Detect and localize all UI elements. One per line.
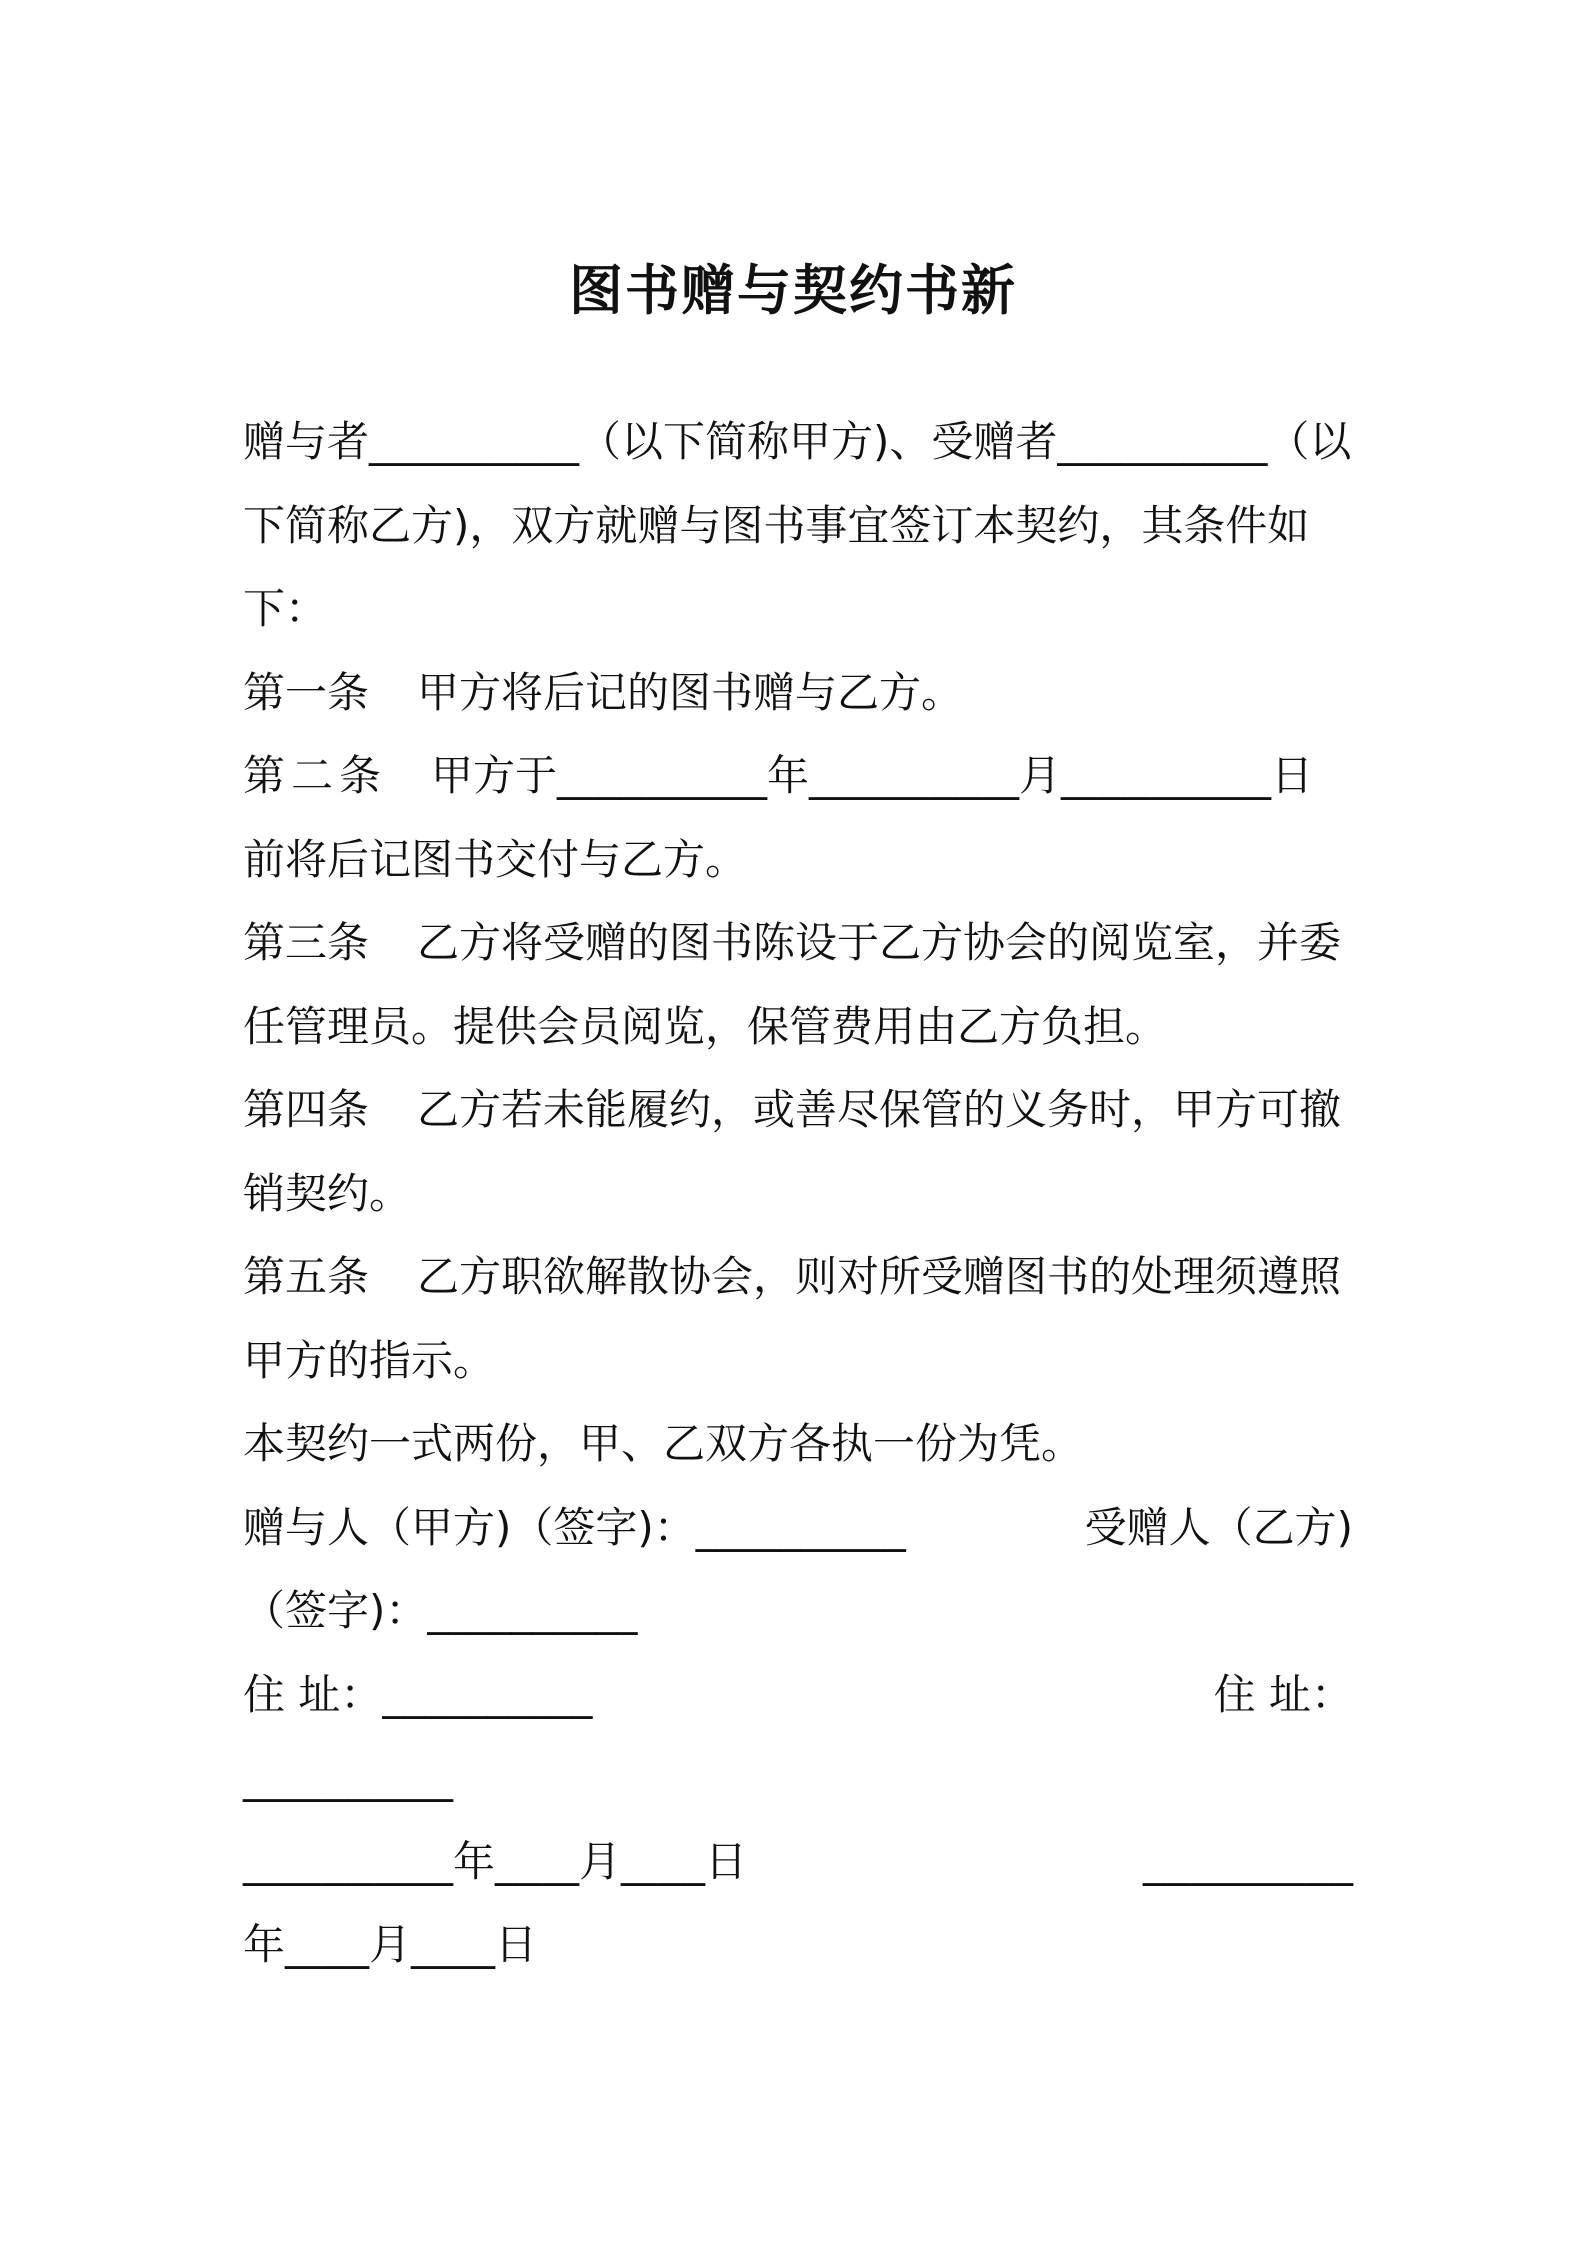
article-4-text-b: 销契约。 xyxy=(243,1168,412,1218)
article-3-text-a: 乙方将受赠的图书陈设于乙方协会的阅览室，并委 xyxy=(417,918,1342,967)
article-2-line-1 xyxy=(243,734,1353,818)
article-2-text-b: 前将后记图书交付与乙方。 xyxy=(243,834,748,884)
intro-line-1 xyxy=(243,400,1353,484)
article-5-line-1 xyxy=(243,1235,1353,1319)
donor-signature: 赠与人（甲方)（签字)：__________ xyxy=(243,1502,906,1552)
article-1-label: 第一条 xyxy=(243,667,370,717)
article-4-line-1 xyxy=(243,1068,1353,1152)
donee-signature-row xyxy=(243,1569,1353,1653)
address-row xyxy=(243,1653,1353,1737)
intro-text-1: 赠与者__________（以下简称甲方)、受赠者__________（以 xyxy=(243,417,1352,466)
article-4-line-2 xyxy=(243,1152,1353,1236)
article-3-line-1 xyxy=(243,901,1353,985)
article-3-label: 第三条 xyxy=(243,918,370,967)
document-body xyxy=(243,400,1353,1987)
donee-label: 受赠人（乙方) xyxy=(1084,1502,1353,1552)
donee-date-blank: __________ xyxy=(1143,1836,1353,1886)
donor-date: __________年____月____日 xyxy=(243,1836,748,1886)
article-3-line-2 xyxy=(243,985,1353,1069)
signature-row xyxy=(243,1486,1353,1570)
article-5-text-b: 甲方的指示。 xyxy=(243,1335,496,1385)
intro-line-2 xyxy=(243,484,1353,568)
article-2-label: 第二条 xyxy=(243,751,388,800)
article-4-label: 第四条 xyxy=(243,1085,370,1134)
donee-address-blank: __________ xyxy=(243,1753,453,1802)
article-5-label: 第五条 xyxy=(243,1252,370,1301)
article-2-text-a: 甲方于__________年__________月__________日 xyxy=(431,751,1314,800)
article-2-line-2 xyxy=(243,818,1353,902)
article-1-text: 甲方将后记的图书赠与乙方。 xyxy=(417,667,964,717)
donee-date-row xyxy=(243,1903,1353,1987)
article-5-text-a: 乙方职欲解散协会，则对所受赠图书的处理须遵照 xyxy=(417,1252,1342,1301)
donee-address-blank-row xyxy=(243,1736,1353,1820)
date-row xyxy=(243,1820,1353,1904)
donee-address-label: 住 址： xyxy=(1213,1669,1353,1719)
document-title: 图书赠与契约书新 xyxy=(569,259,1017,322)
intro-text-3: 下： xyxy=(243,584,328,633)
intro-line-3 xyxy=(243,567,1353,651)
article-5-line-2 xyxy=(243,1319,1353,1403)
donor-address: 住 址：__________ xyxy=(243,1669,593,1719)
article-4-text-a: 乙方若未能履约，或善尽保管的义务时，甲方可撤 xyxy=(417,1085,1342,1134)
article-3-text-b: 任管理员。提供会员阅览，保管费用由乙方负担。 xyxy=(243,1001,1168,1051)
intro-text-2: 下简称乙方)，双方就赠与图书事宜签订本契约，其条件如 xyxy=(243,500,1310,550)
article-1 xyxy=(243,651,1353,735)
donee-date: 年____月____日 xyxy=(243,1920,538,1969)
donee-signature: （签字)：__________ xyxy=(243,1586,638,1635)
closing-text: 本契约一式两份，甲、乙双方各执一份为凭。 xyxy=(243,1419,1084,1468)
closing-statement xyxy=(243,1402,1353,1486)
